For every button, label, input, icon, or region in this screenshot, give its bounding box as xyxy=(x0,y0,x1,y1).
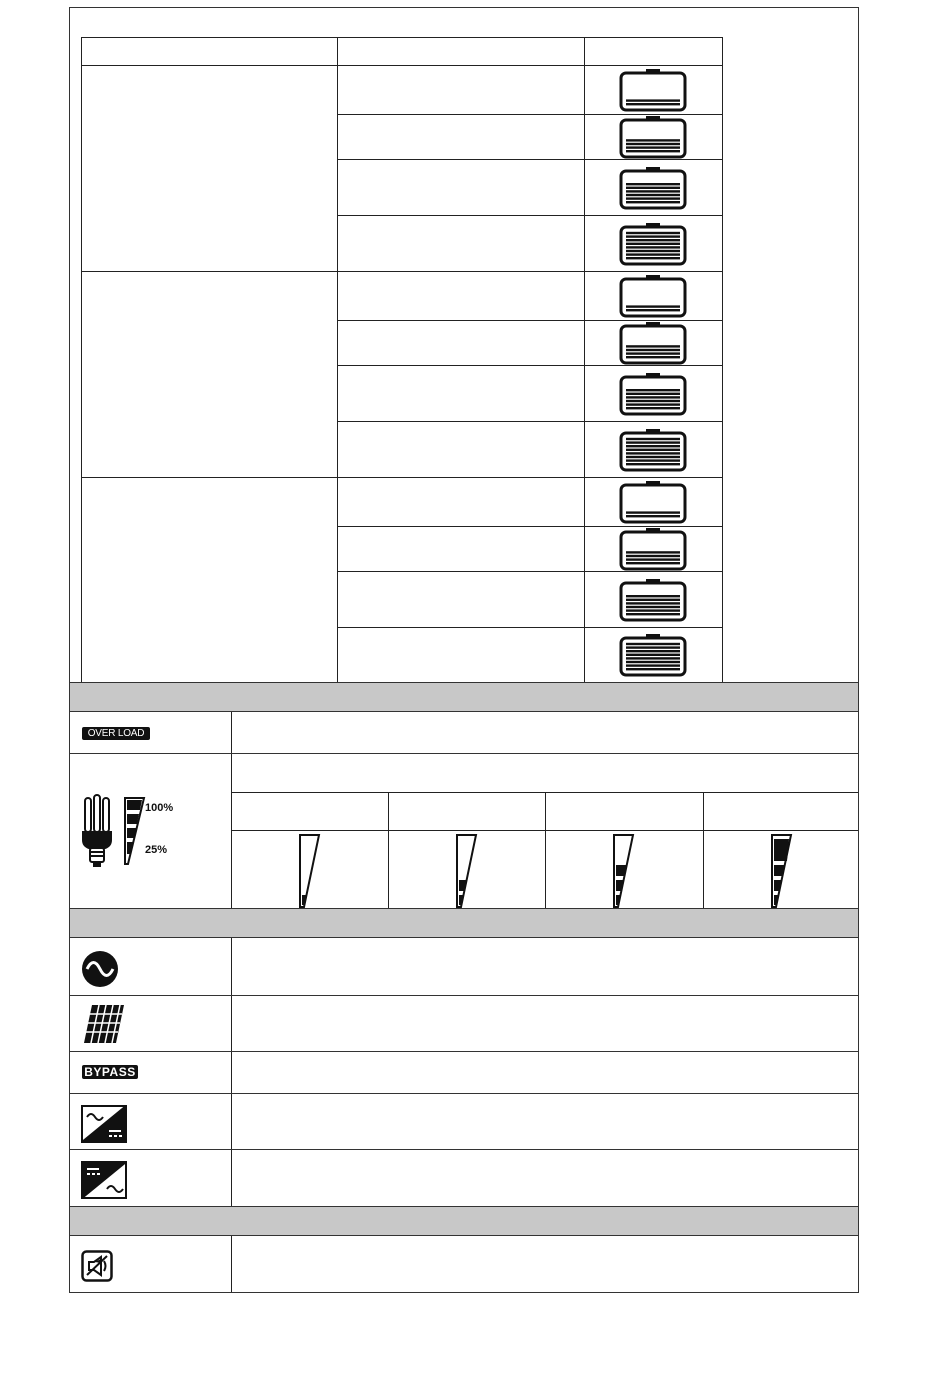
battery-icon xyxy=(618,222,688,266)
load-level-icon xyxy=(454,833,480,909)
battery-level-bar xyxy=(626,445,680,447)
battery-level-bar xyxy=(626,650,680,652)
load-level-segment xyxy=(616,880,624,891)
battery-level-bar xyxy=(626,515,680,517)
battery-level-bar xyxy=(626,396,680,398)
battery-level-bar xyxy=(626,403,680,405)
load-level-icon xyxy=(611,833,637,909)
battery-level-bar xyxy=(626,246,680,248)
mute-speaker-icon xyxy=(81,1250,113,1282)
battery-icon xyxy=(618,274,688,318)
battery-level-bar xyxy=(626,349,680,351)
battery-level-bar xyxy=(626,558,680,560)
battery-level-bar xyxy=(626,400,680,402)
battery-level-bar xyxy=(626,235,680,237)
battery-status-table xyxy=(81,37,723,683)
battery-level-bar xyxy=(626,599,680,601)
battery-level-bar xyxy=(626,613,680,615)
battery-icon xyxy=(618,428,688,472)
battery-level-bar xyxy=(626,183,680,185)
load-level-segment xyxy=(774,839,789,861)
load-level-segment xyxy=(459,880,467,891)
battery-level-bar xyxy=(626,232,680,234)
load-level-segment xyxy=(774,880,782,891)
battery-level-bar xyxy=(626,463,680,465)
battery-level-bar xyxy=(626,606,680,608)
battery-level-bar xyxy=(626,356,680,358)
battery-level-bar xyxy=(626,449,680,451)
battery-icon xyxy=(618,321,688,365)
battery-level-bar xyxy=(626,661,680,663)
section-header-load xyxy=(70,682,858,712)
battery-level-bar xyxy=(626,646,680,648)
ac-sine-icon xyxy=(80,949,120,989)
battery-icon xyxy=(618,166,688,210)
battery-level-bar xyxy=(626,602,680,604)
battery-level-bar xyxy=(626,654,680,656)
overload-badge: OVER LOAD xyxy=(82,727,150,740)
battery-level-bar xyxy=(626,664,680,666)
battery-icon-column xyxy=(585,38,722,682)
battery-level-bar xyxy=(626,190,680,192)
battery-level-bar xyxy=(626,555,680,557)
load-level-icon xyxy=(297,833,323,909)
battery-level-bar xyxy=(626,456,680,458)
spec-table xyxy=(69,7,859,1293)
battery-level-bar xyxy=(626,595,680,597)
battery-level-bar xyxy=(626,452,680,454)
load-bulb-icon xyxy=(80,792,114,872)
battery-level-bar xyxy=(626,393,680,395)
battery-level-bar xyxy=(626,187,680,189)
battery-level-bar xyxy=(626,657,680,659)
bypass-badge: BYPASS xyxy=(82,1065,138,1079)
battery-level-bar xyxy=(626,99,680,101)
battery-icon xyxy=(618,68,688,112)
battery-level-bar xyxy=(626,103,680,105)
battery-level-bar xyxy=(626,243,680,245)
dc-to-ac-icon xyxy=(81,1161,127,1199)
battery-level-bar xyxy=(626,643,680,645)
battery-level-bar xyxy=(626,668,680,670)
battery-level-bar xyxy=(626,239,680,241)
battery-level-bar xyxy=(626,201,680,203)
battery-icon xyxy=(618,115,688,159)
battery-level-bar xyxy=(626,143,680,145)
battery-level-bar xyxy=(626,389,680,391)
battery-level-bar xyxy=(626,146,680,148)
battery-icon xyxy=(618,372,688,416)
battery-icon xyxy=(618,633,688,677)
battery-level-bar xyxy=(626,609,680,611)
load-low-label: 25% xyxy=(145,844,168,856)
battery-level-bar xyxy=(626,309,680,311)
battery-level-bar xyxy=(626,257,680,259)
ac-to-dc-icon xyxy=(81,1105,127,1143)
battery-level-bar xyxy=(626,150,680,152)
battery-icon xyxy=(618,527,688,571)
battery-level-bar xyxy=(626,194,680,196)
battery-level-bar xyxy=(626,250,680,252)
load-high-label: 100% xyxy=(145,802,174,814)
battery-level-bar xyxy=(626,139,680,141)
load-level-icon xyxy=(769,833,795,909)
battery-level-bar xyxy=(626,407,680,409)
solar-panel-icon xyxy=(82,1003,126,1045)
battery-level-bar xyxy=(626,459,680,461)
battery-level-bar xyxy=(626,562,680,564)
battery-level-bar xyxy=(626,511,680,513)
section-header-other xyxy=(70,1206,858,1236)
section-header-mode xyxy=(70,908,858,938)
battery-level-bar xyxy=(626,345,680,347)
battery-level-bar xyxy=(626,551,680,553)
battery-icon xyxy=(618,578,688,622)
battery-level-bar xyxy=(626,441,680,443)
battery-icon xyxy=(618,480,688,524)
battery-level-bar xyxy=(626,438,680,440)
battery-level-bar xyxy=(626,253,680,255)
battery-level-bar xyxy=(626,352,680,354)
battery-level-bar xyxy=(626,305,680,307)
battery-level-bar xyxy=(626,197,680,199)
